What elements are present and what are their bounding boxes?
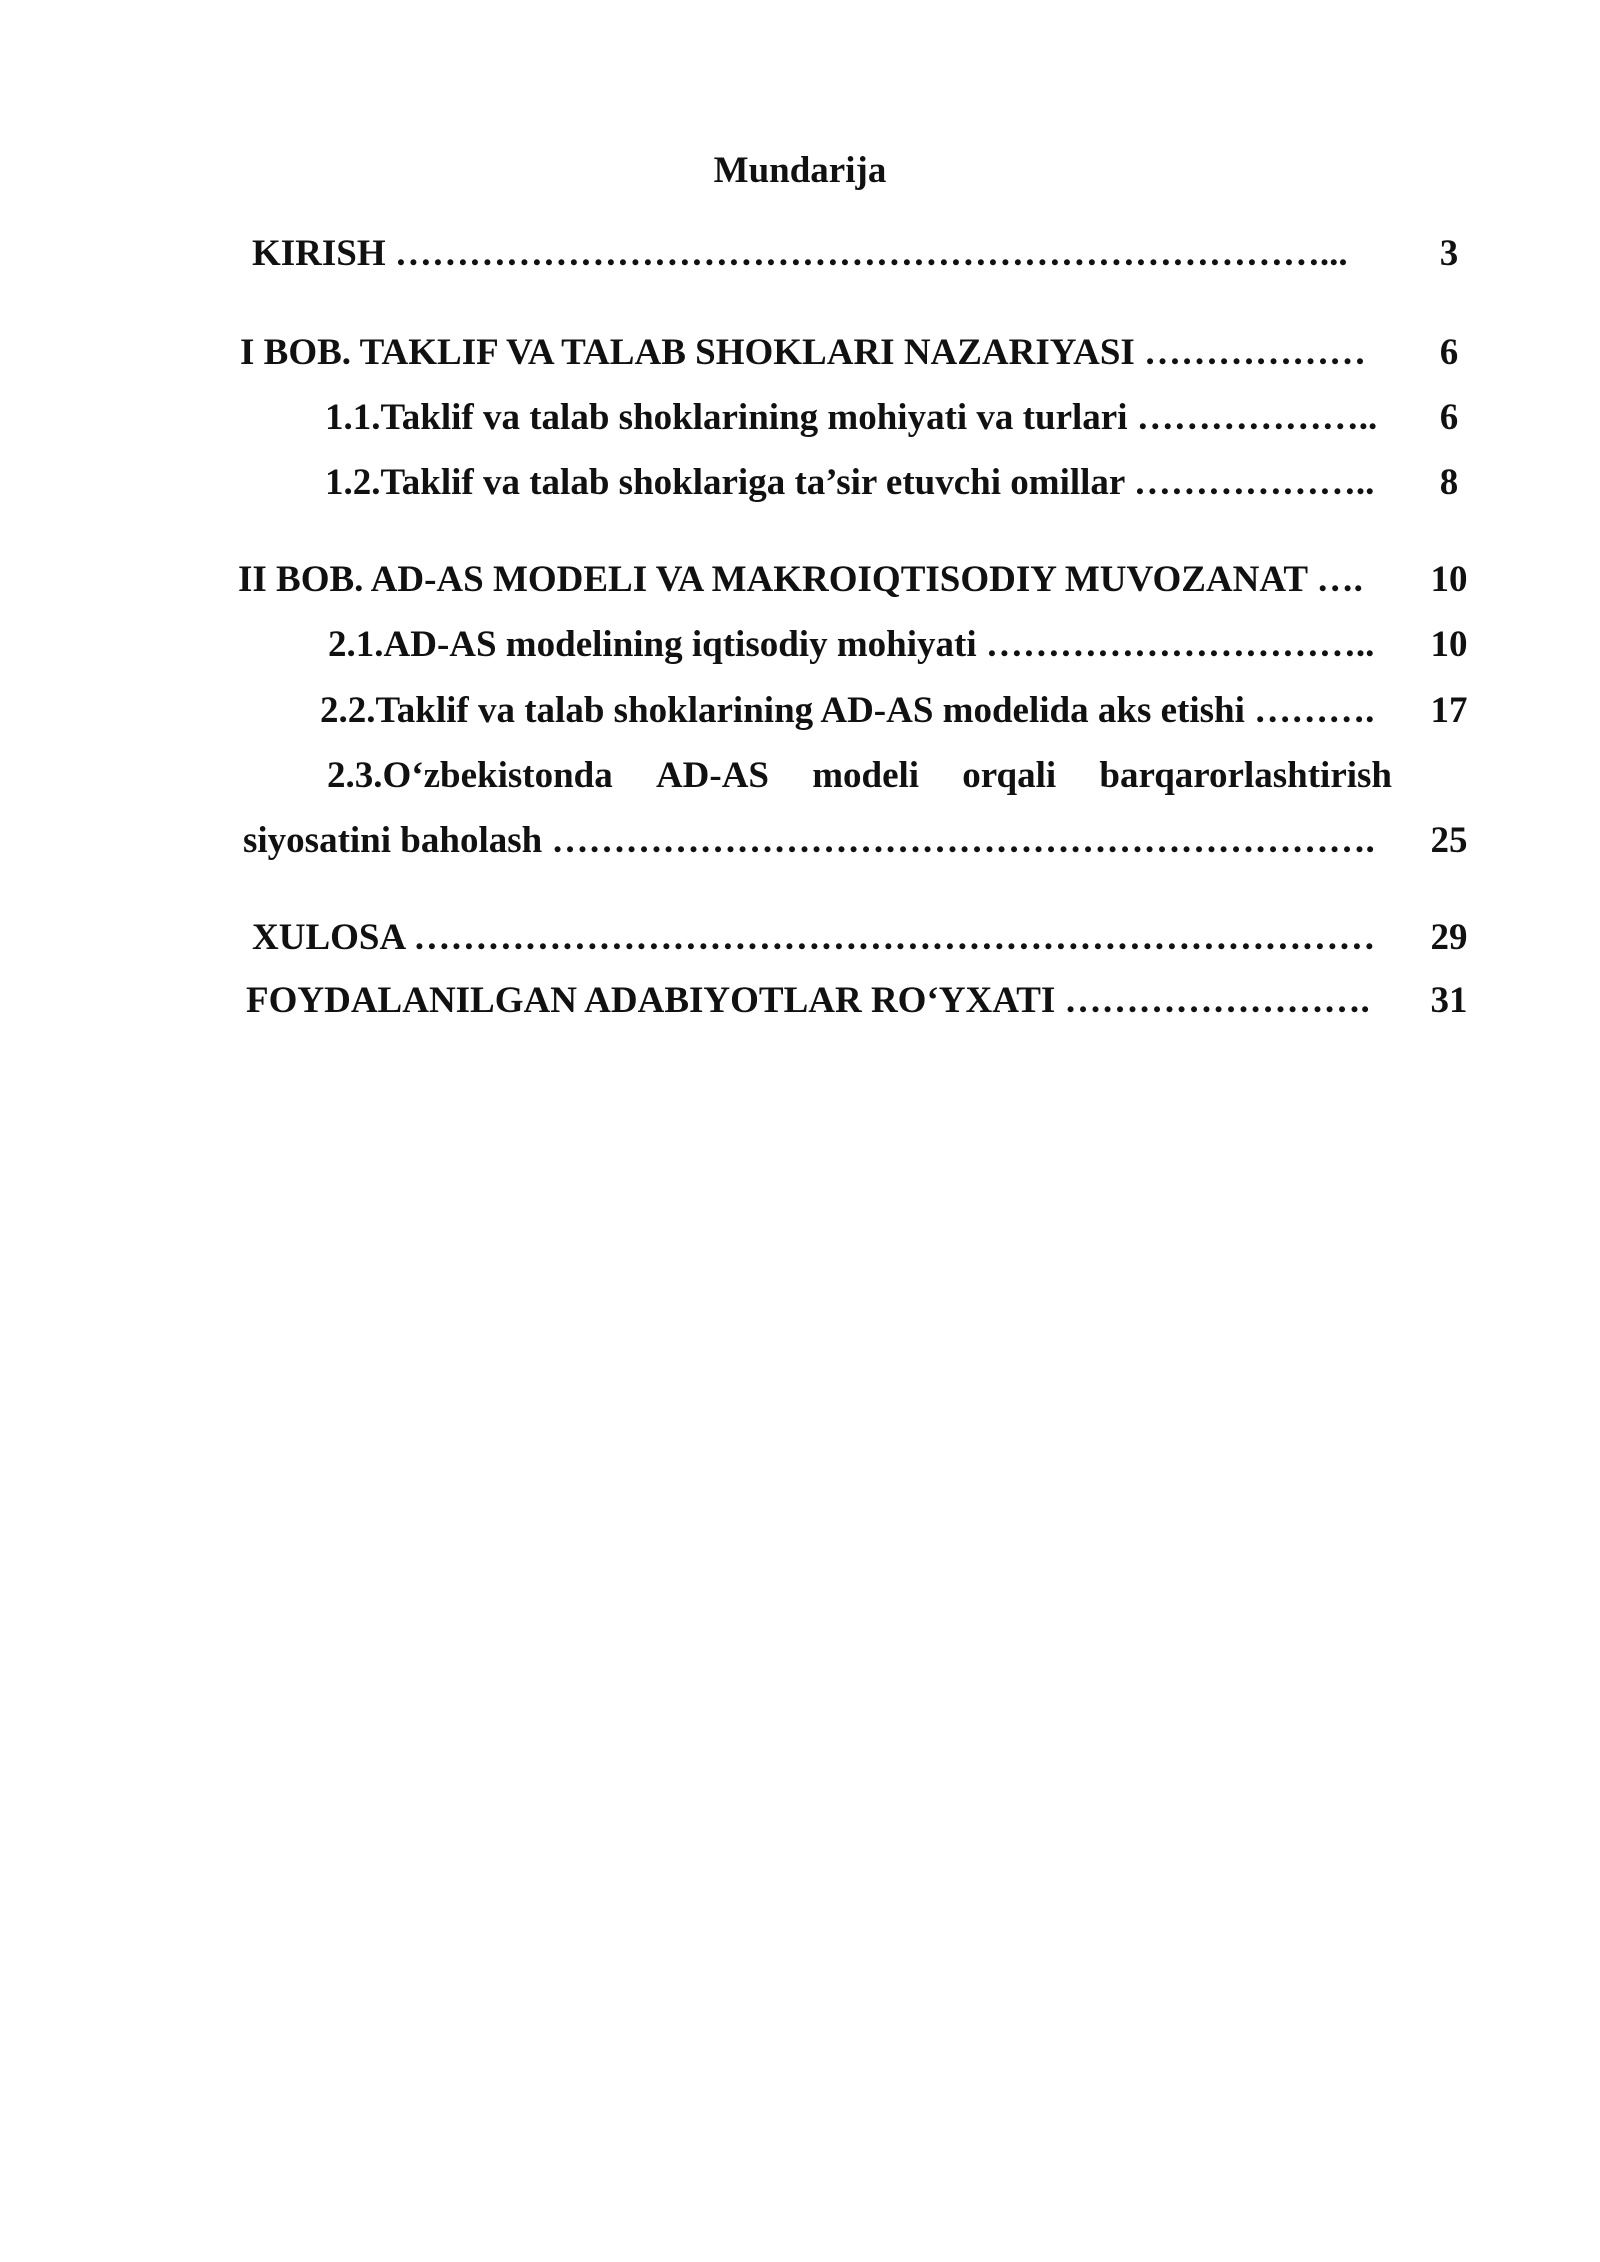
page-title: Mundarija xyxy=(713,150,887,191)
toc-page-number: 6 xyxy=(1439,332,1459,373)
toc-entry-text: FOYDALANILGAN ADABIYOTLAR RO‘YXATI ……………………. xyxy=(246,980,1370,1021)
toc-entry-text: 1.2.Taklif va talab shoklariga ta’sir etuvchi omillar ……………….. xyxy=(325,462,1375,503)
toc-page-number: 3 xyxy=(1439,233,1459,274)
toc-page-number: 6 xyxy=(1439,397,1459,438)
toc-entry-section-1-2[interactable] xyxy=(325,458,1374,508)
toc-entry-kirish[interactable] xyxy=(252,229,1348,279)
toc-page-number: 29 xyxy=(1430,917,1468,958)
toc-page-number: 8 xyxy=(1439,462,1459,503)
toc-entry-section-2-3[interactable] xyxy=(327,751,1392,801)
toc-entry-section-2-3-continued[interactable] xyxy=(243,816,1375,866)
toc-page-number: 31 xyxy=(1430,980,1468,1021)
toc-entry-section-2-2[interactable] xyxy=(320,686,1374,736)
toc-page-number: 25 xyxy=(1430,820,1468,861)
toc-word: 2.3.O‘zbekistonda xyxy=(327,755,613,796)
toc-word: barqarorlashtirish xyxy=(1099,755,1392,796)
toc-word: orqali xyxy=(962,755,1057,796)
toc-entry-text: KIRISH …………………………………………………………………... xyxy=(252,233,1348,274)
toc-entry-section-2-1[interactable] xyxy=(328,620,1374,670)
toc-entry-text: 1.1.Taklif va talab shoklarining mohiyati va turlari ……………….. xyxy=(325,397,1378,438)
toc-entry-text: 2.1.AD-AS modelining iqtisodiy mohiyati ………………………….. xyxy=(328,624,1375,665)
toc-entry-xulosa[interactable] xyxy=(252,913,1375,963)
toc-entry-chapter-1[interactable] xyxy=(240,328,1366,378)
toc-entry-text: XULOSA …………………………………………………………………… xyxy=(252,917,1376,958)
toc-page-number: 17 xyxy=(1430,690,1468,731)
toc-entry-section-1-1[interactable] xyxy=(325,393,1377,443)
toc-entry-text: I BOB. TAKLIF VA TALAB SHOKLARI NAZARIYASI ……………… xyxy=(240,332,1367,373)
toc-entry-text: II BOB. AD-AS MODELI VA MAKROIQTISODIY MUVOZANAT …. xyxy=(238,559,1363,600)
toc-entry-chapter-2[interactable] xyxy=(238,555,1363,605)
toc-entry-references[interactable] xyxy=(246,976,1370,1026)
toc-entry-text: 2.2.Taklif va talab shoklarining AD-AS modelida aks etishi ………. xyxy=(320,690,1375,731)
toc-word: AD-AS xyxy=(655,755,770,796)
toc-word: modeli xyxy=(812,755,920,796)
toc-entry-text: siyosatini baholash …………………………………………………………. xyxy=(243,820,1375,861)
toc-page-number: 10 xyxy=(1430,624,1468,665)
toc-page-number: 10 xyxy=(1430,559,1468,600)
